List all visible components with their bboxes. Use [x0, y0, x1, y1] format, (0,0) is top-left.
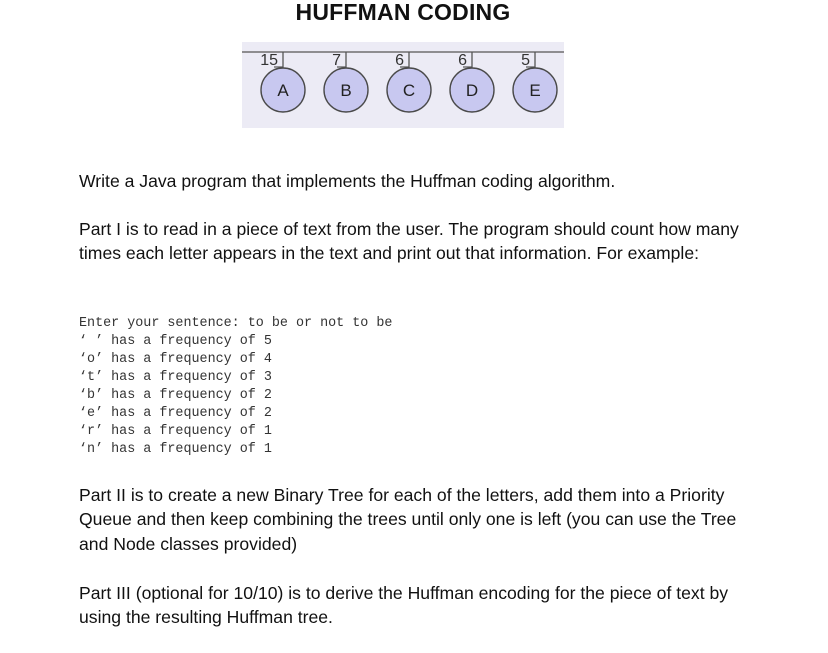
node-letter: E [529, 81, 541, 100]
node-e [513, 52, 557, 112]
node-letter: A [277, 81, 289, 100]
code-line: Enter your sentence: to be or not to be [79, 316, 393, 331]
node-frequency: 6 [458, 52, 467, 69]
part1-paragraph: Part I is to read in a piece of text from the user. The program should count how many times each letter appears in the text and print out that information. For example: [79, 219, 739, 264]
diagram-svg [242, 42, 564, 128]
code-line: ‘n’ has a frequency of 1 [79, 442, 272, 457]
page-title: HUFFMAN CODING [295, 0, 511, 25]
part2-paragraph: Part II is to create a new Binary Tree for each of the letters, add them into a Priority Queue and then keep combining the trees until only one is left (you can use the Tree and Node classes provided) [79, 485, 737, 554]
node-frequency: 6 [395, 52, 404, 69]
part3-paragraph: Part III (optional for 10/10) is to derive the Huffman encoding for the piece of text by using the resulting Huffman tree. [79, 583, 729, 628]
node-frequency: 15 [260, 52, 278, 69]
example-output [79, 315, 392, 459]
code-line: ‘e’ has a frequency of 2 [79, 406, 272, 421]
node-letter: B [340, 81, 352, 100]
code-line: ‘ ’ has a frequency of 5 [79, 334, 272, 349]
code-line: ‘b’ has a frequency of 2 [79, 388, 272, 403]
node-a [260, 52, 305, 112]
node-b [324, 52, 368, 112]
huffman-nodes-diagram [242, 42, 564, 128]
node-frequency: 5 [521, 52, 530, 69]
node-c [387, 52, 431, 112]
node-letter: C [402, 81, 416, 100]
node-d [450, 52, 494, 112]
intro-paragraph: Write a Java program that implements the Huffman coding algorithm. [79, 171, 616, 191]
node-frequency: 7 [332, 52, 341, 69]
code-line: ‘o’ has a frequency of 4 [79, 352, 272, 367]
node-letter: D [465, 81, 479, 100]
code-line: ‘r’ has a frequency of 1 [79, 424, 272, 439]
code-line: ‘t’ has a frequency of 3 [79, 370, 272, 385]
